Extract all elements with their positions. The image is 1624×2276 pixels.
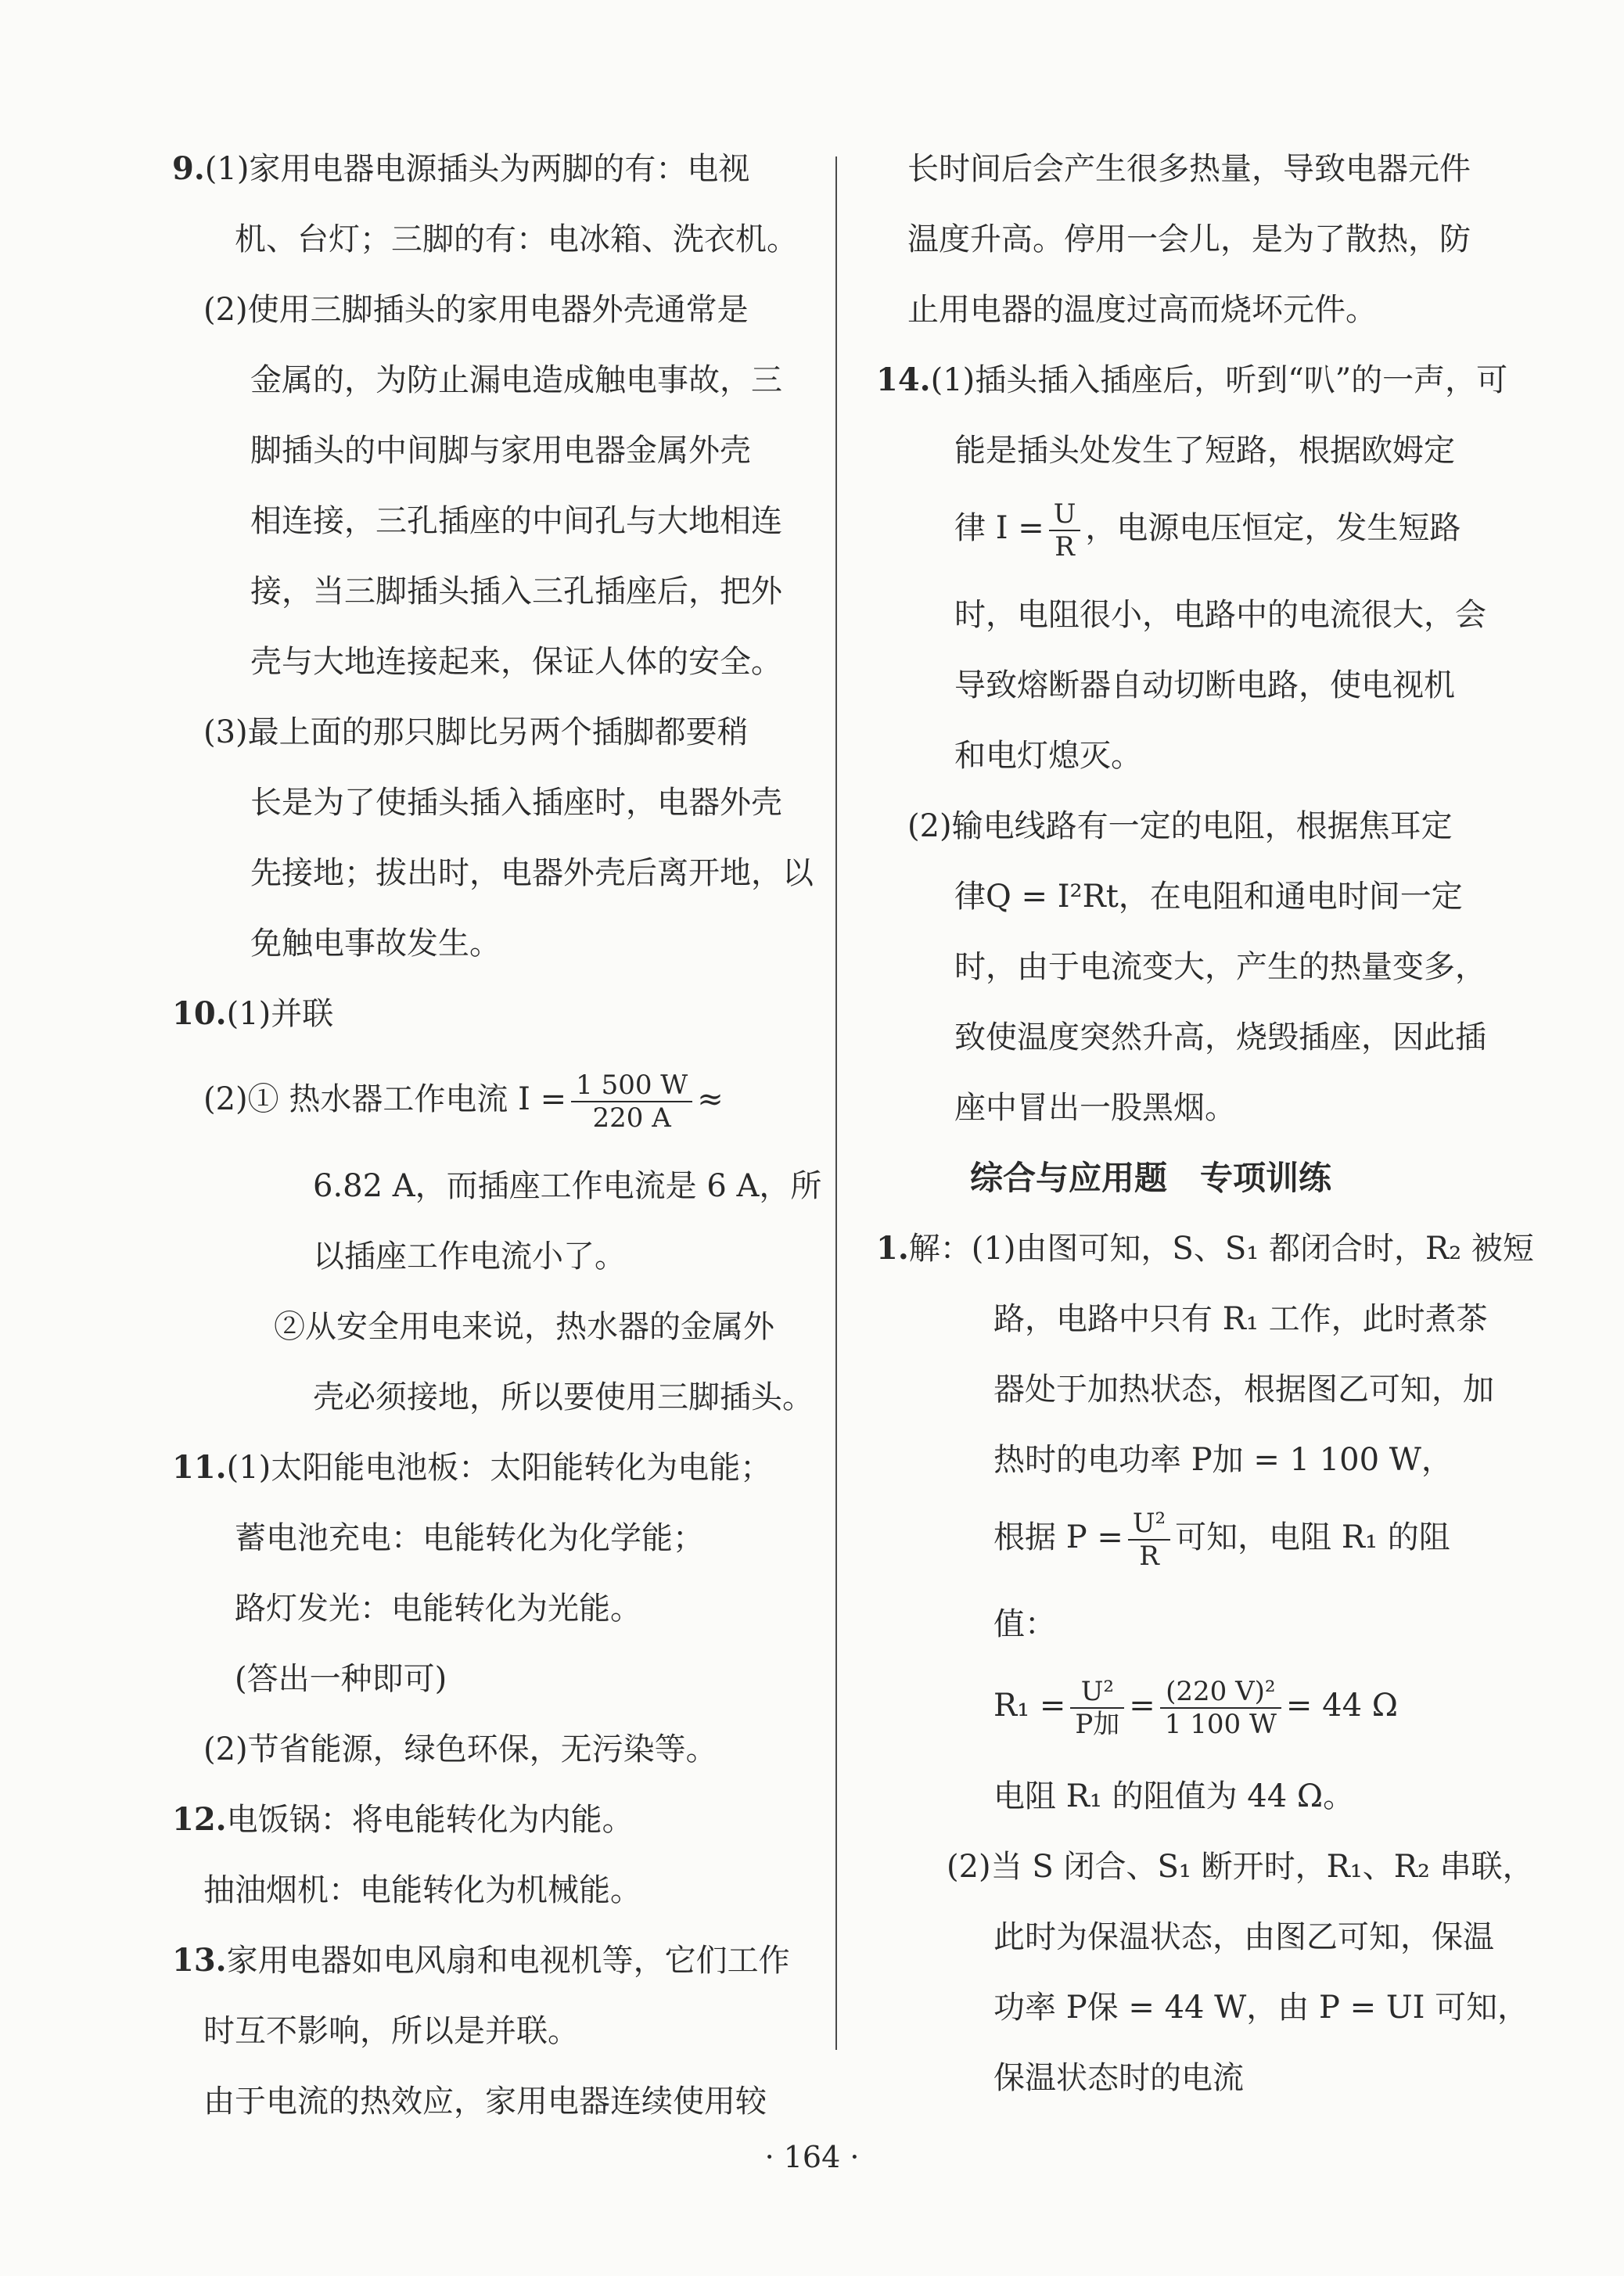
problem-1-line-10: 此时为保温状态，由图乙可知，保温 [993,1919,1494,1955]
problem-1-line-9: (2)当 S 闭合、S₁ 断开时，R₁、R₂ 串联， [947,1849,1534,1885]
answer-number: 13. [172,1942,227,1979]
answer-9-line-9: (3)最上面的那只脚比另两个插脚都要稍 [203,714,749,750]
equals-sign: = [1129,1688,1155,1724]
section-heading: 综合与应用题 专项训练 [970,1159,1332,1197]
formula-result: = 44 Ω [1285,1688,1398,1724]
denominator: 220 A [592,1102,671,1134]
answer-13-line-3: 由于电流的热效应，家用电器连续使用较 [203,2084,767,2120]
answer-14-line-4: 时，电阻很小，电路中的电流很大，会 [954,597,1486,633]
fraction-1 [1070,1676,1124,1740]
problem-1-formula-1 [993,1502,1450,1573]
answer-11-line-4: (答出一种即可) [235,1661,447,1697]
answer-14-line-5: 导致熔断器自动切断电路，使电视机 [954,667,1455,703]
answer-13-line-5: 温度升高。停用一会儿，是为了散热，防 [907,221,1471,257]
answer-number: 14. [876,361,931,398]
answer-text: (1)太阳能电池板：太阳能转化为电能； [226,1450,772,1486]
answer-13-line-4: 长时间后会产生很多热量，导致电器元件 [907,151,1471,187]
answer-14-formula [954,493,1461,563]
fraction [571,1070,692,1134]
answer-12-line-2: 抽油烟机：电能转化为机械能。 [203,1872,641,1908]
answer-9-line-8: 壳与大地连接起来，保证人体的安全。 [250,644,782,680]
answer-14-line-10: 致使温度突然升高，烧毁插座，因此插 [954,1019,1486,1055]
formula-lhs: R₁ = [993,1688,1066,1724]
problem-1-line-12: 保温状态时的电流 [993,2060,1244,2096]
fraction [1128,1508,1170,1572]
problem-text: 解：(1)由图可知，S、S₁ 都闭合时，R₂ 被短 [908,1231,1534,1267]
answer-9-line-7: 接，当三脚插头插入三孔插座后，把外 [250,573,782,609]
answer-13-line-6: 止用电器的温度过高而烧坏元件。 [907,292,1377,328]
answer-11-line-3: 路灯发光：电能转化为光能。 [235,1591,641,1627]
page-number: · 164 · [764,2140,860,2174]
answer-13-line-2: 时互不影响，所以是并联。 [203,2013,579,2049]
denominator: P加 [1075,1709,1120,1740]
problem-1-line-2: 路，电路中只有 R₁ 工作，此时煮茶 [993,1301,1488,1337]
answer-10-line-4: 以插座工作电流小了。 [313,1239,626,1275]
answer-9-line-6: 相连接，三孔插座的中间孔与大地相连 [250,503,782,539]
answer-10-formula [203,1064,724,1134]
answer-9-line-4: 金属的，为防止漏电造成触电事故，三 [250,362,782,398]
problem-1-line-11: 功率 P保 = 44 W，由 P = UI 可知， [993,1990,1529,2026]
answer-9-line-2: 机、台灯；三脚的有：电冰箱、洗衣机。 [235,221,798,257]
answer-9-line-11: 先接地；拔出时，电器外壳后离开地，以 [250,855,814,891]
problem-1-line-8: 电阻 R₁ 的阻值为 44 Ω。 [993,1778,1355,1814]
answer-9-line-3: (2)使用三脚插头的家用电器外壳通常是 [203,292,749,328]
answer-10-line-1 [172,994,333,1034]
answer-10-line-5: ②从安全用电来说，热水器的金属外 [274,1309,774,1345]
problem-1-line-1 [876,1228,1534,1269]
answer-14-line-11: 座中冒出一股黑烟。 [954,1090,1236,1126]
fraction [1049,498,1081,563]
answer-9-line-10: 长是为了使插头插入插座时，电器外壳 [250,785,782,821]
answer-10-line-6: 壳必须接地，所以要使用三脚插头。 [313,1379,814,1415]
answer-14-line-1 [876,360,1507,401]
formula-lhs: 律 I = [954,510,1044,546]
answer-14-line-6: 和电灯熄灭。 [954,738,1142,774]
answer-11-line-1 [172,1447,771,1488]
answer-number: 11. [172,1449,227,1486]
numerator: U² [1070,1676,1124,1709]
answer-number: 10. [172,995,227,1032]
answer-10-line-3: 6.82 A，而插座工作电流是 6 A，所 [313,1168,822,1204]
numerator: U [1049,498,1081,531]
problem-1-line-6: 值： [993,1606,1056,1642]
denominator: 1 100 W [1164,1709,1277,1740]
fraction-2 [1160,1676,1281,1740]
formula-lhs: 根据 P = [993,1519,1123,1555]
answer-text: 电饭锅：将电能转化为内能。 [226,1802,634,1838]
answer-14-line-7: (2)输电线路有一定的电阻，根据焦耳定 [907,808,1453,844]
problem-1-line-4: 热时的电功率 P加 = 1 100 W， [993,1442,1453,1478]
answer-14-line-8: 律Q = I²Rt，在电阻和通电时间一定 [954,879,1463,915]
answer-number: 9. [172,150,205,187]
answer-text: (1)并联 [226,996,334,1032]
answer-number: 12. [172,1801,227,1838]
denominator: R [1055,531,1075,563]
denominator: R [1139,1541,1159,1572]
answer-12-line-1 [172,1800,634,1840]
numerator: U² [1128,1508,1170,1541]
problem-1-line-3: 器处于加热状态，根据图乙可知，加 [993,1372,1494,1408]
column-divider [835,156,837,2050]
answer-13-line-1 [172,1940,790,1981]
numerator: 1 500 W [571,1070,692,1102]
answer-14-line-2: 能是插头处发生了短路，根据欧姆定 [954,433,1455,469]
answer-14-line-9: 时，由于电流变大，产生的热量变多， [954,949,1486,985]
answer-11-line-2: 蓄电池充电：电能转化为化学能； [235,1520,704,1556]
answer-9-line-5: 脚插头的中间脚与家用电器金属外壳 [250,433,751,469]
answer-text: (1)家用电器电源插头为两脚的有：电视 [204,151,750,187]
answer-text: 家用电器如电风扇和电视机等，它们工作 [226,1943,790,1979]
numerator: (220 V)² [1160,1676,1281,1709]
answer-9-line-12: 免触电事故发生。 [250,926,501,962]
answer-11-line-5: (2)节省能源，绿色环保，无污染等。 [203,1731,717,1767]
formula-tail: 可知，电阻 R₁ 的阻 [1175,1519,1450,1555]
answer-9-line-1 [172,149,749,189]
problem-1-formula-2 [993,1667,1398,1745]
answer-text: (1)插头插入插座后，听到“叭”的一声，可 [930,362,1508,398]
formula-tail: ，电源电压恒定，发生短路 [1085,510,1461,546]
approx-sign: ≈ [697,1081,724,1117]
problem-number: 1. [876,1230,909,1267]
formula-lhs: (2)① 热水器工作电流 I = [203,1081,567,1117]
